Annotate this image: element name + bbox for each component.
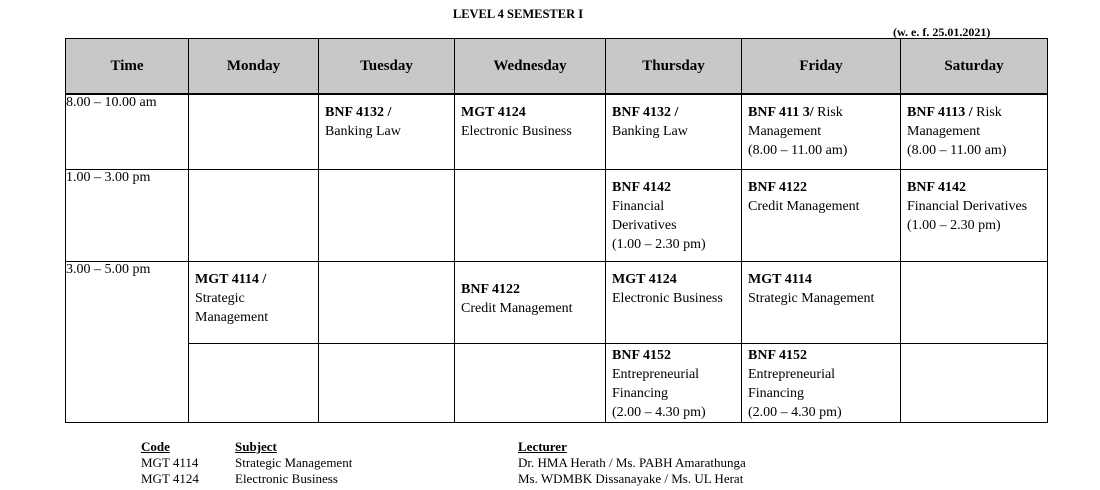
- course-code: BNF 4152: [748, 347, 807, 363]
- header-friday: Friday: [742, 39, 901, 95]
- empty-cell: [319, 343, 455, 422]
- empty-cell: [455, 343, 606, 422]
- class-cell: [742, 261, 901, 343]
- class-cell: [455, 94, 606, 169]
- course-time: (8.00 – 11.00 am): [748, 143, 848, 158]
- course-code: MGT 4124: [461, 105, 526, 120]
- timetable-row: [66, 343, 1048, 422]
- legend-subject-column: [235, 439, 352, 487]
- header-saturday: Saturday: [901, 39, 1048, 95]
- course-name: Entrepreneurial: [748, 366, 836, 382]
- timetable: [65, 38, 1048, 423]
- timetable-row: [66, 261, 1048, 343]
- course-code: BNF 4132 /: [325, 105, 392, 120]
- legend-code-column: [141, 439, 199, 487]
- course-name: Risk: [972, 105, 1002, 120]
- course-time: (2.00 – 4.30 pm): [612, 404, 706, 420]
- class-cell: [189, 261, 319, 343]
- course-name: Management: [195, 309, 269, 325]
- course-code: BNF 4122: [748, 179, 807, 195]
- header-time: Time: [66, 39, 189, 95]
- course-time: (2.00 – 4.30 pm): [748, 404, 842, 420]
- course-code: MGT 4114 /: [195, 271, 267, 287]
- course-time: (1.00 – 2.30 pm): [612, 236, 706, 252]
- header-thursday: Thursday: [606, 39, 742, 95]
- time-slot: 1.00 – 3.00 pm: [66, 169, 189, 261]
- class-cell: [455, 261, 606, 343]
- time-slot: 8.00 – 10.00 am: [66, 94, 189, 169]
- level-semester-title: LEVEL 4 SEMESTER I: [452, 7, 584, 21]
- course-code: MGT 4124: [612, 271, 677, 287]
- header-tuesday: Tuesday: [319, 39, 455, 95]
- class-cell: [901, 169, 1048, 261]
- legend-lecturer: Ms. WDMBK Dissanayake / Ms. UL Herat: [518, 471, 744, 486]
- class-cell: [901, 94, 1048, 169]
- course-name: Financing: [612, 385, 668, 401]
- legend-code: MGT 4124: [141, 471, 199, 486]
- class-cell: [742, 169, 901, 261]
- empty-cell: [455, 169, 606, 261]
- course-name: Electronic Business: [612, 290, 723, 306]
- legend-lecturer-header: Lecturer: [518, 439, 567, 454]
- course-name: Strategic: [195, 290, 245, 306]
- course-name: Derivatives: [612, 217, 677, 233]
- empty-cell: [901, 343, 1048, 422]
- empty-cell: [319, 261, 455, 343]
- timetable-row: [66, 169, 1048, 261]
- course-code: BNF 4113 /: [907, 105, 973, 120]
- course-code: BNF 4142: [907, 179, 966, 195]
- course-name: Credit Management: [748, 198, 860, 214]
- class-cell: [606, 94, 742, 169]
- class-cell: [606, 169, 742, 261]
- legend-code: MGT 4114: [141, 455, 199, 470]
- legend-lecturer-column: [518, 439, 746, 487]
- class-cell: [742, 343, 901, 422]
- course-name: Electronic Business: [461, 124, 572, 139]
- class-cell: [742, 94, 901, 169]
- legend-subject: Electronic Business: [235, 471, 338, 486]
- course-name: Banking Law: [612, 124, 688, 139]
- legend-lecturer: Dr. HMA Herath / Ms. PABH Amarathunga: [518, 455, 746, 470]
- effective-date: (w. e. f. 25.01.2021): [893, 25, 991, 39]
- course-name: Financial: [612, 198, 665, 214]
- class-cell: [319, 94, 455, 169]
- course-name: Financial Derivatives: [907, 198, 1028, 214]
- course-name: Credit Management: [461, 300, 573, 316]
- class-cell: [606, 261, 742, 343]
- course-code: BNF 4122: [461, 281, 520, 297]
- empty-cell: [319, 169, 455, 261]
- course-name: Management: [748, 124, 822, 139]
- legend-subject-header: Subject: [235, 439, 277, 454]
- course-name: Entrepreneurial: [612, 366, 700, 382]
- course-name: Risk: [813, 105, 843, 120]
- course-code: BNF 4132 /: [612, 105, 679, 120]
- time-slot: 3.00 – 5.00 pm: [66, 261, 189, 422]
- course-name: Management: [907, 124, 981, 139]
- empty-cell: [189, 94, 319, 169]
- legend-subject: Strategic Management: [235, 455, 353, 470]
- class-cell: [606, 343, 742, 422]
- header-wednesday: Wednesday: [455, 39, 606, 95]
- course-code: BNF 4152: [612, 347, 671, 363]
- course-time: (8.00 – 11.00 am): [907, 143, 1007, 158]
- course-name: Banking Law: [325, 124, 401, 139]
- legend-code-header: Code: [141, 439, 170, 454]
- course-name: Financing: [748, 385, 804, 401]
- timetable-row: [66, 94, 1048, 169]
- timetable-header-row: [66, 39, 1048, 95]
- empty-cell: [189, 343, 319, 422]
- course-name: Strategic Management: [748, 290, 875, 306]
- header-monday: Monday: [189, 39, 319, 95]
- course-code: BNF 4142: [612, 179, 671, 195]
- course-code: MGT 4114: [748, 271, 812, 287]
- empty-cell: [189, 169, 319, 261]
- empty-cell: [901, 261, 1048, 343]
- course-code: BNF 411 3/: [748, 105, 814, 120]
- course-time: (1.00 – 2.30 pm): [907, 217, 1001, 233]
